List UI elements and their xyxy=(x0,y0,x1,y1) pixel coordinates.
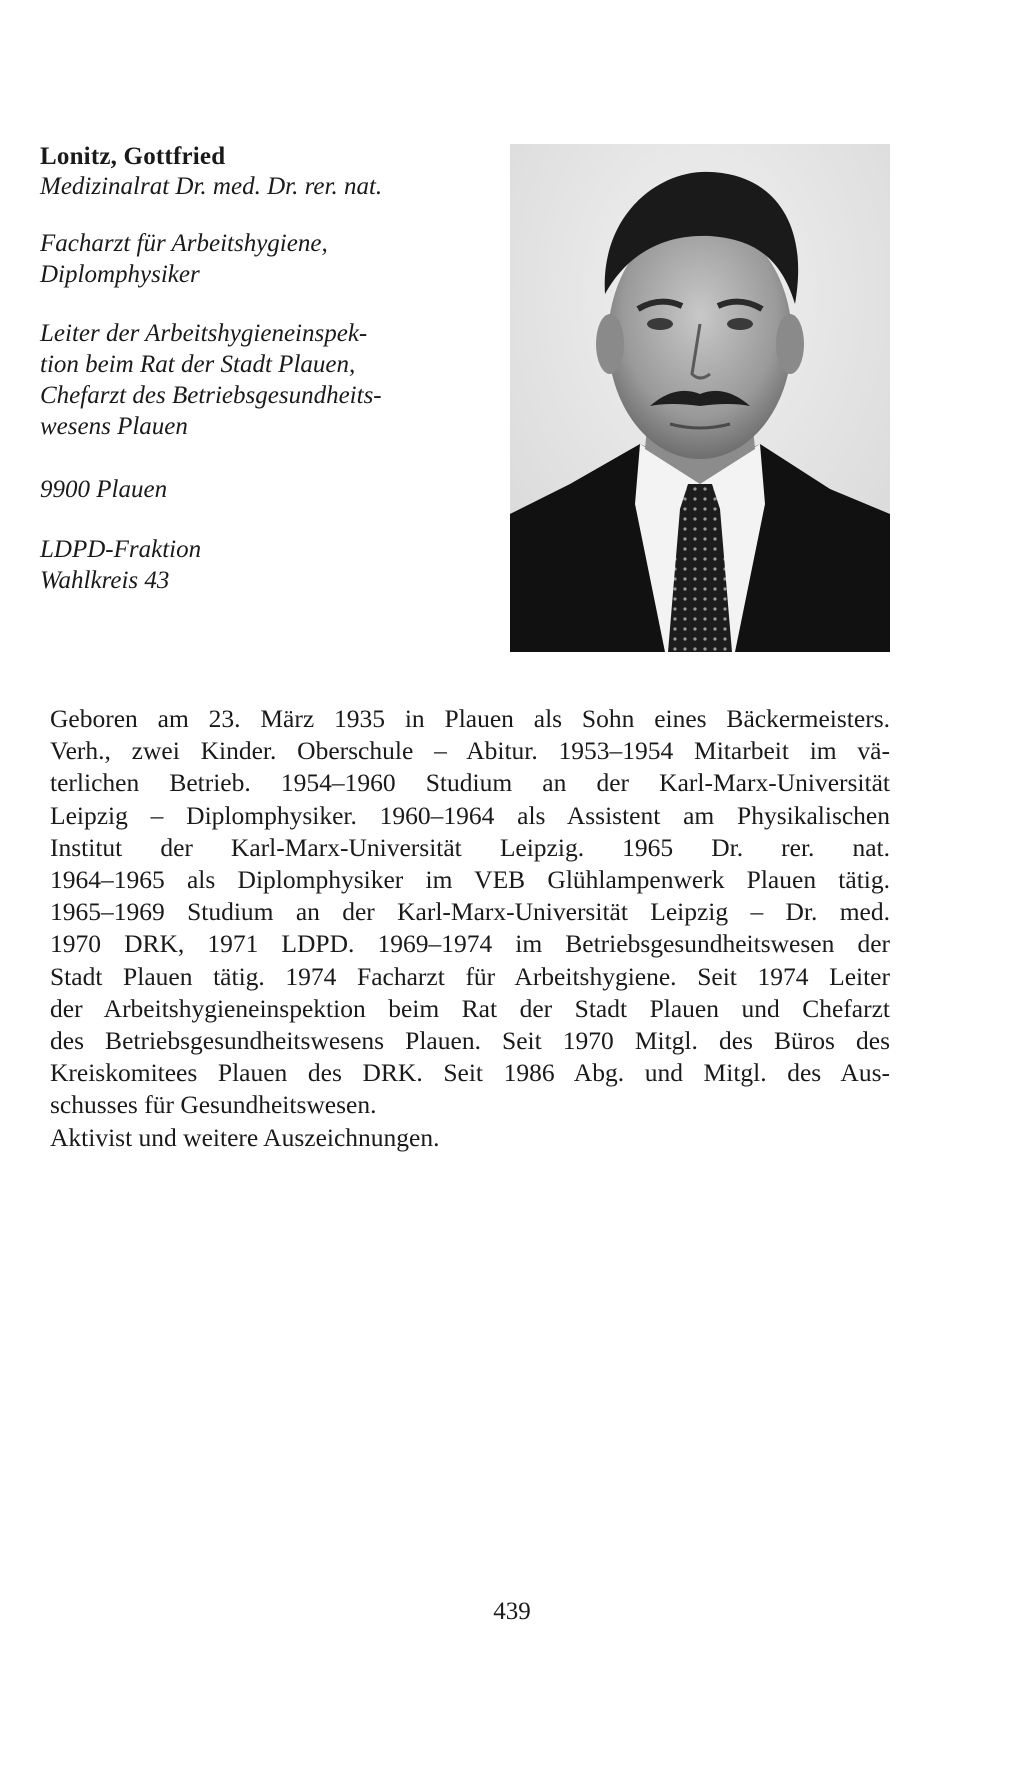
position xyxy=(40,318,460,442)
biography xyxy=(50,703,890,1154)
profession-line: Diplomphysiker xyxy=(40,261,200,288)
address-line: 9900 Plauen xyxy=(40,476,168,503)
party-info xyxy=(40,534,460,596)
biography-line: 1970 DRK, 1971 LDPD. 1969–1974 im Betriebsgesundheitswesen der xyxy=(50,929,890,959)
portrait-photo xyxy=(510,144,890,652)
biography-line: Verh., zwei Kinder. Oberschule – Abitur. 1953–1954 Mitarbeit im vä- xyxy=(50,736,890,766)
biography-line: Geboren am 23. März 1935 in Plauen als Sohn eines Bäckermeisters. xyxy=(50,704,890,733)
entry-header xyxy=(40,142,460,596)
person-name: Lonitz, Gottfried xyxy=(40,143,226,170)
address xyxy=(40,474,460,505)
profession xyxy=(40,228,460,290)
biography-line: schusses für Gesundheitswesen. xyxy=(50,1090,377,1120)
biography-line: Kreiskomitees Plauen des DRK. Seit 1986 Abg. und Mitgl. des Aus- xyxy=(50,1058,890,1088)
biography-line: des Betriebsgesundheitswesens Plauen. Seit 1970 Mitgl. des Büros des xyxy=(50,1026,890,1056)
portrait-illustration xyxy=(510,144,890,652)
biography-line: der Arbeitshygieneinspektion beim Rat der Stadt Plauen und Chefarzt xyxy=(50,993,890,1023)
profession-line: Facharzt für Arbeitshygiene, xyxy=(40,230,328,257)
faction: LDPD-Fraktion xyxy=(40,536,202,563)
position-line: wesens Plauen xyxy=(40,413,188,440)
biography-line: 1964–1965 als Diplomphysiker im VEB Glühlampenwerk Plauen tätig. xyxy=(50,865,890,895)
position-line: Chefarzt des Betriebsgesundheits- xyxy=(40,382,382,409)
position-line: tion beim Rat der Stadt Plauen, xyxy=(40,351,356,378)
awards: Aktivist und weitere Auszeichnungen. xyxy=(50,1122,440,1152)
page-number: 439 xyxy=(493,1598,531,1625)
academic-title: Medizinalrat Dr. med. Dr. rer. nat. xyxy=(40,173,383,200)
constituency: Wahlkreis 43 xyxy=(40,567,170,594)
biography-line: terlichen Betrieb. 1954–1960 Studium an der Karl-Marx-Universität xyxy=(50,768,890,798)
position-line: Leiter der Arbeitshygieneinspek- xyxy=(40,320,368,347)
biography-line: 1965–1969 Studium an der Karl-Marx-Universität Leipzig – Dr. med. xyxy=(50,897,890,927)
biography-line: Stadt Plauen tätig. 1974 Facharzt für Arbeitshygiene. Seit 1974 Leiter xyxy=(50,961,890,991)
biography-line: Leipzig – Diplomphysiker. 1960–1964 als Assistent am Physikalischen xyxy=(50,800,890,830)
biography-line: Institut der Karl-Marx-Universität Leipzig. 1965 Dr. rer. nat. xyxy=(50,832,890,862)
